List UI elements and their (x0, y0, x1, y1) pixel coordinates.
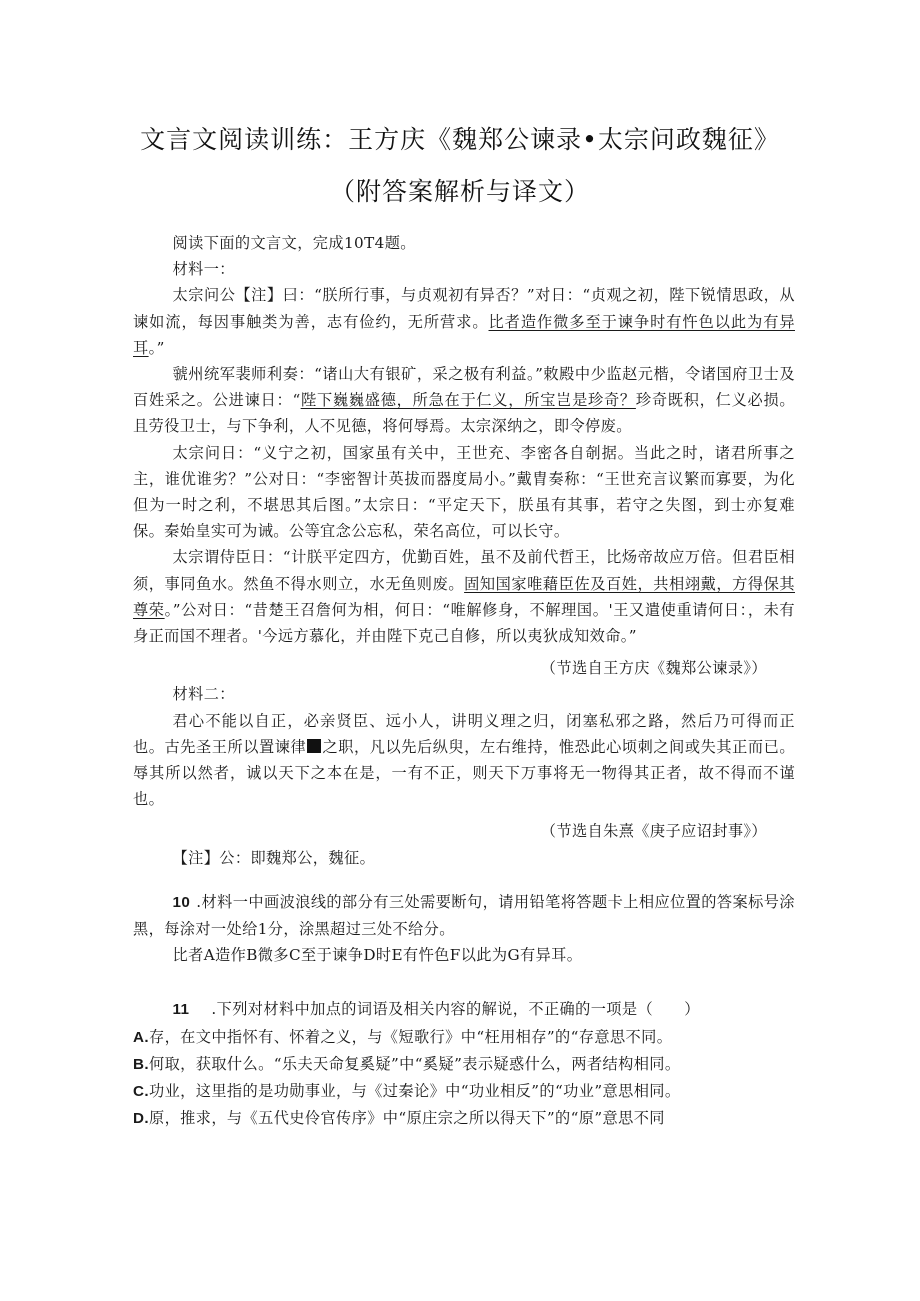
material1-paragraph-4: 太宗谓侍臣日：“计朕平定四方，优勤百姓，虽不及前代哲王，比炀帝故应万倍。但君臣相须，事同鱼水。然鱼不得水则立，水无鱼则废。固知国家唯藉臣佐及百姓，共相翊戴，方得保其尊荣。”公对日：“昔楚王召詹何为相，何日：“唯解修身，不解理国。'王又遣使重请何日：，未有身正而国不理者。'今远方慕化，并由陛下克己自修，所以夷狄成知效命。” (133, 548, 795, 646)
underlined-text: 固知国家唯藉臣佐及百姓，共相翊戴，方得保其尊荣 (133, 574, 795, 619)
page-title: 文言文阅读训练：王方庆《魏郑公谏录•太宗问政魏征》 (140, 125, 780, 154)
material1-label: 材料一： (172, 260, 235, 279)
intro-text: 阅读下面的文言文，完成10T4题。 (172, 234, 416, 252)
annotation-note: 【注】公：即魏郑公，魏征。 (172, 848, 376, 867)
question-number: 11 (172, 1001, 190, 1019)
page-subtitle: （附答案解析与译文） (329, 177, 590, 206)
question-number: 10 (172, 893, 191, 911)
material1-paragraph-1: 太宗问公【注】曰：“朕所行事，与贞观初有异否？”对日：“贞观之初，陛下锐情思政，从谏如流，每因事触类为善，志有俭约，无所营求。比者造作微多至于谏争时有忤色以此为有异耳。” (133, 286, 795, 357)
wavy-underlined-text: 比者造作微多至于谏争时有忤色以此为有异耳 (133, 312, 795, 357)
option-a: A.存，在文中指怀有、怀着之义，与《短歌行》中“枉用相存”的“存意思不同。 (133, 1027, 673, 1046)
option-c: C.功业，这里指的是功勋事业，与《过秦论》中“功业相反”的“功业”意思相同。 (133, 1082, 681, 1101)
material2-label: 材料二： (172, 685, 235, 704)
redacted-block-icon (307, 739, 321, 753)
question-10-sentence: 比者A造作B微多C至于谏争D时E有忤色F以此为G有异耳。 (172, 946, 583, 965)
question-10: 10 .材料一中画波浪线的部分有三处需要断句，请用铅笔将答题卡上相应位置的答案标号涂黑，每涂对一处给1分，涂黑超过三处不给分。 (133, 892, 795, 939)
option-b: B.何取，获取什么。“乐夫天命复奚疑”中“奚疑”表示疑惑什么，两者结构相同。 (133, 1054, 681, 1073)
document-body (133, 230, 795, 1133)
material1-paragraph-3: 太宗问日：“义宁之初，国家虽有关中，王世充、李密各自剞据。当此之时，诸君所事之主，谁优谁劣？”公对日：“李密智计英拔而器度局小。”戴胄奏称：“王世充言议繁而寡要，为化但为一时之利，不堪思其后图。”太宗日：“平定天下，朕虽有其事，若守之失图，到士亦复难保。秦始皇实可为诫。公等宜念公忘私，荣名高位，可以长守。 (133, 443, 795, 541)
material1-source: （节选自王方庆《魏郑公谏录》） (540, 659, 767, 678)
material2-source: （节选自朱熹《庚子应诏封事》） (540, 822, 767, 841)
material1-paragraph-2: 虢州统军裴师利奏：“诸山大有银矿，采之极有利益。”敕殿中少监赵元楷，令诸国府卫士及百姓采之。公进谏日：“陛下巍巍盛德，所急在于仁义，所宝岂是珍奇？珍奇既积，仁义必损。且劳役卫士，与下争利，人不见德，将何辱焉。太宗深纳之，即令停废。 (133, 365, 795, 436)
option-d: D.原，推求，与《五代史伶官传序》中“原庄宗之所以得天下”的“原”意思不同 (133, 1109, 665, 1128)
material2-paragraph-1: 君心不能以自正，必亲贤臣、远小人，讲明义理之归，闭塞私邪之路，然后乃可得而正也。古先圣王所以置谏律 之职，凡以先后纵臾，左右维持，惟恐此心顷刺之间或失其正而已。辱其所以然者，诚以天下之本在是，一有不正，则天下万事将无一物得其正者，故不得而不谨也。 (133, 711, 796, 809)
question-11: 11 .下列对材料中加点的词语及相关内容的解说，不正确的一项是（ ） (172, 1000, 700, 1019)
underlined-text: 陛下巍巍盛德，所急在于仁义，所宝岂是珍奇？ (300, 391, 636, 410)
